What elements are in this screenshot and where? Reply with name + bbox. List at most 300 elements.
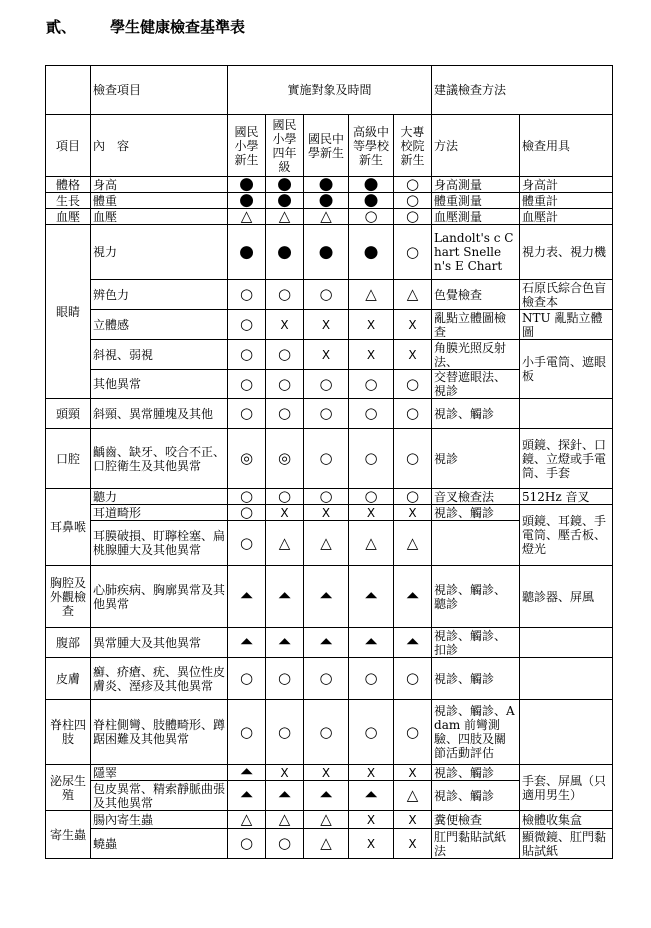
triangle-icon: △: [320, 810, 332, 828]
hollow-circle-icon: ○: [364, 669, 378, 687]
partial-triangle-icon: ⏶: [405, 586, 420, 606]
mark-cell: [394, 700, 432, 765]
mark-cell: [266, 429, 304, 489]
row-tool: [520, 628, 613, 658]
mark-cell: [349, 829, 394, 859]
hollow-circle-icon: ○: [319, 669, 333, 687]
row-item: 泌尿生殖: [46, 765, 91, 811]
row-tool: [520, 399, 613, 429]
mark-cell: [394, 280, 432, 310]
row-tool: 檢體收集盒: [520, 811, 613, 829]
partial-triangle-icon: ⏶: [239, 785, 254, 805]
row-method: 視診、觸診: [432, 399, 520, 429]
mark-cell: [304, 225, 349, 280]
header-col-elem: 國民小學新生: [228, 115, 266, 177]
table-body: [46, 66, 613, 859]
mark-cell: [228, 225, 266, 280]
row-method: 肛門黏貼試紙法: [432, 829, 520, 859]
row-method: 視診、觸診: [432, 765, 520, 781]
mark-cell: [266, 280, 304, 310]
hollow-circle-icon: ○: [364, 722, 378, 741]
row-content: 心肺疾病、胸廓異常及其他異常: [91, 566, 228, 628]
row-item: 寄生蟲: [46, 811, 91, 859]
hollow-circle-icon: ○: [239, 669, 254, 687]
mark-cell: [266, 489, 304, 505]
mark-cell: [349, 700, 394, 765]
mark-cell: [394, 399, 432, 429]
mark-cell: [394, 370, 432, 399]
row-content: 體重: [91, 193, 228, 209]
header-item-group: 檢查項目: [91, 66, 228, 115]
mark-cell: [394, 566, 432, 628]
mark-cell: [304, 399, 349, 429]
mark-cell: [349, 193, 394, 209]
partial-triangle-icon: ⏶: [239, 764, 254, 781]
row-item: 脊柱四肢: [46, 700, 91, 765]
x-mark-icon: X: [408, 347, 417, 362]
header-col-sr: 高級中等學校新生: [349, 115, 394, 177]
row-method: Landolt's c Chart Snellen's E Chart: [432, 225, 520, 280]
row-content: 腸內寄生蟲: [91, 811, 228, 829]
mark-cell: [349, 658, 394, 700]
hollow-circle-icon: ○: [405, 176, 420, 193]
row-item: 皮膚: [46, 658, 91, 700]
x-mark-icon: X: [366, 836, 376, 851]
hollow-circle-icon: ○: [319, 488, 333, 505]
table-row: [46, 225, 613, 280]
mark-cell: [228, 811, 266, 829]
hollow-circle-icon: ○: [405, 404, 420, 422]
row-tool: 512Hz 音叉: [520, 489, 613, 505]
table-row: [46, 700, 613, 765]
mark-cell: [349, 225, 394, 280]
x-mark-icon: X: [408, 317, 417, 332]
mark-cell: [228, 505, 266, 521]
page-heading: [46, 16, 245, 37]
mark-cell: [266, 521, 304, 566]
mark-cell: [266, 765, 304, 781]
row-tool: 體重計: [520, 193, 613, 209]
hollow-circle-icon: ○: [277, 722, 292, 741]
hollow-circle-icon: ○: [405, 208, 420, 225]
hollow-circle-icon: ○: [239, 533, 254, 552]
row-method: 體重測量: [432, 193, 520, 209]
row-content: 視力: [91, 225, 228, 280]
filled-circle-icon: ●: [363, 192, 379, 209]
mark-cell: [304, 505, 349, 521]
hollow-circle-icon: ○: [239, 285, 254, 303]
mark-cell: [228, 658, 266, 700]
table-row: [46, 280, 613, 310]
triangle-icon: △: [240, 208, 253, 225]
mark-cell: [228, 700, 266, 765]
mark-cell: [228, 340, 266, 370]
mark-cell: [228, 209, 266, 225]
hollow-circle-icon: ○: [364, 208, 378, 225]
double-circle-icon: ◎: [239, 449, 254, 467]
mark-cell: [349, 370, 394, 399]
mark-cell: [228, 521, 266, 566]
row-tool: NTU 亂點立體圖: [520, 310, 613, 340]
mark-cell: [228, 193, 266, 209]
row-item: 血壓: [46, 209, 91, 225]
mark-cell: [349, 429, 394, 489]
mark-cell: [349, 280, 394, 310]
mark-cell: [394, 193, 432, 209]
partial-triangle-icon: ⏶: [239, 586, 254, 606]
mark-cell: [228, 765, 266, 781]
mark-cell: [304, 177, 349, 193]
row-method: 音叉檢查法: [432, 489, 520, 505]
row-tool: 聽診器、屏風: [520, 566, 613, 628]
filled-circle-icon: ●: [277, 241, 292, 262]
filled-circle-icon: ●: [277, 192, 292, 209]
mark-cell: [228, 628, 266, 658]
triangle-icon: △: [278, 208, 291, 225]
row-item: 體格: [46, 177, 91, 193]
mark-cell: [266, 370, 304, 399]
row-tool: 手套、屏風（只適用男生）: [520, 765, 613, 811]
row-content: 立體感: [91, 310, 228, 340]
filled-circle-icon: ●: [318, 176, 334, 193]
table-row: [46, 505, 613, 521]
hollow-circle-icon: ○: [277, 374, 292, 393]
table-row: [46, 429, 613, 489]
hollow-circle-icon: ○: [239, 345, 254, 363]
header-blank: [46, 66, 91, 115]
header-col-content: 內 容: [91, 115, 228, 177]
partial-triangle-icon: ⏶: [364, 632, 378, 652]
mark-cell: [304, 566, 349, 628]
hollow-circle-icon: ○: [239, 488, 254, 505]
header-col-method: 方法: [432, 115, 520, 177]
row-method: 視診: [432, 429, 520, 489]
table-row: [46, 566, 613, 628]
hollow-circle-icon: ○: [277, 488, 292, 505]
mark-cell: [394, 505, 432, 521]
header-col-elem4: 國民小學四年級: [266, 115, 304, 177]
mark-cell: [266, 566, 304, 628]
mark-cell: [266, 225, 304, 280]
mark-cell: [228, 399, 266, 429]
hollow-circle-icon: ○: [277, 669, 292, 687]
triangle-icon: △: [365, 533, 377, 552]
x-mark-icon: X: [408, 505, 417, 520]
mark-cell: [228, 177, 266, 193]
mark-cell: [304, 628, 349, 658]
mark-cell: [304, 193, 349, 209]
filled-circle-icon: ●: [363, 241, 379, 262]
row-content: 隱睪: [91, 765, 228, 781]
mark-cell: [349, 765, 394, 781]
x-mark-icon: X: [321, 505, 331, 520]
mark-cell: [228, 489, 266, 505]
mark-cell: [304, 765, 349, 781]
row-item: 生長: [46, 193, 91, 209]
mark-cell: [349, 489, 394, 505]
row-content: 耳道畸形: [91, 505, 228, 521]
partial-triangle-icon: ⏶: [364, 586, 378, 606]
partial-triangle-icon: ⏶: [405, 632, 420, 652]
mark-cell: [266, 505, 304, 521]
mark-cell: [394, 521, 432, 566]
mark-cell: [304, 310, 349, 340]
hollow-circle-icon: ○: [319, 404, 333, 422]
row-content: 其他異常: [91, 370, 228, 399]
mark-cell: [266, 193, 304, 209]
row-content: 異常腫大及其他異常: [91, 628, 228, 658]
row-method: 色覺檢查: [432, 280, 520, 310]
mark-cell: [304, 280, 349, 310]
filled-circle-icon: ●: [277, 176, 292, 193]
row-content: 蟯蟲: [91, 829, 228, 859]
row-item: 耳鼻喉: [46, 489, 91, 566]
partial-triangle-icon: ⏶: [277, 632, 292, 652]
table-row: [46, 177, 613, 193]
mark-cell: [266, 829, 304, 859]
hollow-circle-icon: ○: [239, 404, 254, 422]
mark-cell: [394, 829, 432, 859]
triangle-icon: △: [320, 533, 332, 552]
row-content: 斜視、弱視: [91, 340, 228, 370]
row-tool: 頭鏡、探針、口鏡、立燈或手電筒、手套: [520, 429, 613, 489]
filled-circle-icon: ●: [239, 176, 254, 193]
x-mark-icon: X: [408, 765, 417, 780]
table-row: [46, 489, 613, 505]
row-content: 身高: [91, 177, 228, 193]
mark-cell: [228, 429, 266, 489]
row-item: 眼睛: [46, 225, 91, 399]
mark-cell: [304, 811, 349, 829]
mark-cell: [266, 177, 304, 193]
hollow-circle-icon: ○: [405, 192, 420, 209]
hollow-circle-icon: ○: [239, 504, 254, 521]
hollow-circle-icon: ○: [405, 488, 420, 505]
table-row: [46, 658, 613, 700]
partial-triangle-icon: ⏶: [239, 632, 254, 652]
row-method: 亂點立體圖檢查: [432, 310, 520, 340]
mark-cell: [394, 209, 432, 225]
filled-circle-icon: ●: [318, 241, 334, 262]
mark-cell: [228, 781, 266, 811]
row-tool: 視力表、視力機: [520, 225, 613, 280]
table-row: [46, 193, 613, 209]
row-tool: 身高計: [520, 177, 613, 193]
mark-cell: [304, 521, 349, 566]
table-row: [46, 811, 613, 829]
hollow-circle-icon: ○: [405, 722, 420, 741]
hollow-circle-icon: ○: [277, 404, 292, 422]
mark-cell: [394, 429, 432, 489]
mark-cell: [394, 310, 432, 340]
x-mark-icon: X: [408, 836, 417, 851]
x-mark-icon: X: [366, 347, 376, 362]
mark-cell: [266, 811, 304, 829]
mark-cell: [304, 658, 349, 700]
row-method: 視診、觸診、扣診: [432, 628, 520, 658]
mark-cell: [266, 399, 304, 429]
mark-cell: [266, 700, 304, 765]
table-row: [46, 209, 613, 225]
mark-cell: [304, 340, 349, 370]
filled-circle-icon: ●: [363, 176, 379, 193]
header-target-group: 實施對象及時間: [228, 66, 432, 115]
row-tool: [520, 700, 613, 765]
x-mark-icon: X: [366, 505, 376, 520]
row-method: 交替遮眼法、視診: [432, 370, 520, 399]
mark-cell: [394, 177, 432, 193]
hollow-circle-icon: ○: [277, 285, 292, 303]
x-mark-icon: X: [321, 347, 331, 362]
hollow-circle-icon: ○: [239, 374, 254, 393]
table-row: [46, 399, 613, 429]
x-mark-icon: X: [321, 765, 331, 780]
triangle-icon: △: [320, 834, 332, 852]
row-content: 脊柱側彎、肢體畸形、蹲踞困難及其他異常: [91, 700, 228, 765]
mark-cell: [228, 370, 266, 399]
x-mark-icon: X: [280, 317, 289, 332]
hollow-circle-icon: ○: [277, 834, 292, 852]
header-col-univ: 大專校院新生: [394, 115, 432, 177]
heading-number: 貳、: [46, 18, 77, 36]
row-content: 血壓: [91, 209, 228, 225]
mark-cell: [394, 811, 432, 829]
hollow-circle-icon: ○: [364, 374, 378, 393]
mark-cell: [266, 628, 304, 658]
row-method: 視診、觸診、Adam 前彎測驗、四肢及關節活動評估: [432, 700, 520, 765]
mark-cell: [394, 489, 432, 505]
row-method: [432, 521, 520, 566]
hollow-circle-icon: ○: [239, 315, 254, 333]
mark-cell: [266, 340, 304, 370]
hollow-circle-icon: ○: [364, 404, 378, 422]
table-row: [46, 628, 613, 658]
mark-cell: [266, 310, 304, 340]
hollow-circle-icon: ○: [239, 834, 254, 852]
mark-cell: [228, 829, 266, 859]
filled-circle-icon: ●: [239, 192, 254, 209]
hollow-circle-icon: ○: [364, 488, 378, 505]
partial-triangle-icon: ⏶: [319, 785, 333, 805]
heading-title: 學生健康檢查基準表: [110, 18, 246, 36]
triangle-icon: △: [320, 208, 332, 225]
row-method: 視診、觸診: [432, 505, 520, 521]
header-col-item: 項目: [46, 115, 91, 177]
table-row: [46, 765, 613, 781]
row-method: 血壓測量: [432, 209, 520, 225]
hollow-circle-icon: ○: [319, 449, 333, 467]
mark-cell: [304, 829, 349, 859]
row-content: 辨色力: [91, 280, 228, 310]
mark-cell: [304, 429, 349, 489]
mark-cell: [266, 781, 304, 811]
row-item: 頭頸: [46, 399, 91, 429]
row-content: 耳膜破損、盯聹栓塞、扁桃腺腫大及其他異常: [91, 521, 228, 566]
hollow-circle-icon: ○: [405, 449, 420, 467]
hollow-circle-icon: ○: [319, 374, 333, 393]
mark-cell: [394, 658, 432, 700]
mark-cell: [266, 658, 304, 700]
row-content: 斜頸、異常腫塊及其他: [91, 399, 228, 429]
row-tool: 小手電筒、遮眼板: [520, 340, 613, 399]
row-method: 視診、觸診、聽診: [432, 566, 520, 628]
mark-cell: [228, 280, 266, 310]
triangle-icon: △: [278, 810, 291, 828]
row-method: 身高測量: [432, 177, 520, 193]
mark-cell: [349, 566, 394, 628]
mark-cell: [304, 489, 349, 505]
header-row-2: [46, 115, 613, 177]
hollow-circle-icon: ○: [405, 669, 420, 687]
hollow-circle-icon: ○: [277, 345, 292, 363]
filled-circle-icon: ●: [239, 241, 254, 262]
hollow-circle-icon: ○: [319, 722, 333, 741]
x-mark-icon: X: [280, 765, 289, 780]
mark-cell: [349, 628, 394, 658]
mark-cell: [304, 781, 349, 811]
row-method: 視診、觸診: [432, 658, 520, 700]
partial-triangle-icon: ⏶: [277, 785, 292, 805]
double-circle-icon: ◎: [277, 449, 292, 467]
triangle-icon: △: [406, 533, 419, 552]
triangle-icon: △: [240, 810, 253, 828]
mark-cell: [349, 209, 394, 225]
mark-cell: [349, 521, 394, 566]
row-item: 口腔: [46, 429, 91, 489]
table-row: [46, 310, 613, 340]
table-row: [46, 340, 613, 370]
filled-circle-icon: ●: [318, 192, 334, 209]
mark-cell: [349, 811, 394, 829]
mark-cell: [349, 310, 394, 340]
row-method: 糞便檢查: [432, 811, 520, 829]
row-item: 腹部: [46, 628, 91, 658]
row-method: 視診、觸診: [432, 781, 520, 811]
health-check-table: [45, 65, 613, 859]
mark-cell: [394, 781, 432, 811]
mark-cell: [304, 370, 349, 399]
mark-cell: [266, 209, 304, 225]
mark-cell: [394, 628, 432, 658]
triangle-icon: △: [406, 786, 419, 804]
mark-cell: [394, 340, 432, 370]
mark-cell: [304, 209, 349, 225]
row-tool: 顯微鏡、肛門黏貼試紙: [520, 829, 613, 859]
hollow-circle-icon: ○: [405, 242, 420, 261]
row-content: 癬、疥瘡、疣、異位性皮膚炎、溼疹及其他異常: [91, 658, 228, 700]
header-method-group: 建議檢查方法: [432, 66, 613, 115]
mark-cell: [349, 781, 394, 811]
row-tool: 頭鏡、耳鏡、手電筒、壓舌板、燈光: [520, 505, 613, 566]
triangle-icon: △: [365, 285, 377, 303]
mark-cell: [394, 225, 432, 280]
row-content: 齲齒、缺牙、咬合不正、口腔衛生及其他異常: [91, 429, 228, 489]
row-content: 聽力: [91, 489, 228, 505]
triangle-icon: △: [278, 533, 291, 552]
x-mark-icon: X: [280, 505, 289, 520]
row-tool: [520, 658, 613, 700]
x-mark-icon: X: [366, 765, 376, 780]
partial-triangle-icon: ⏶: [319, 632, 333, 652]
row-tool: 血壓計: [520, 209, 613, 225]
mark-cell: [349, 340, 394, 370]
table-row: [46, 829, 613, 859]
header-col-jr: 國民中學新生: [304, 115, 349, 177]
x-mark-icon: X: [366, 812, 376, 827]
hollow-circle-icon: ○: [405, 374, 420, 393]
mark-cell: [349, 399, 394, 429]
x-mark-icon: X: [321, 317, 331, 332]
